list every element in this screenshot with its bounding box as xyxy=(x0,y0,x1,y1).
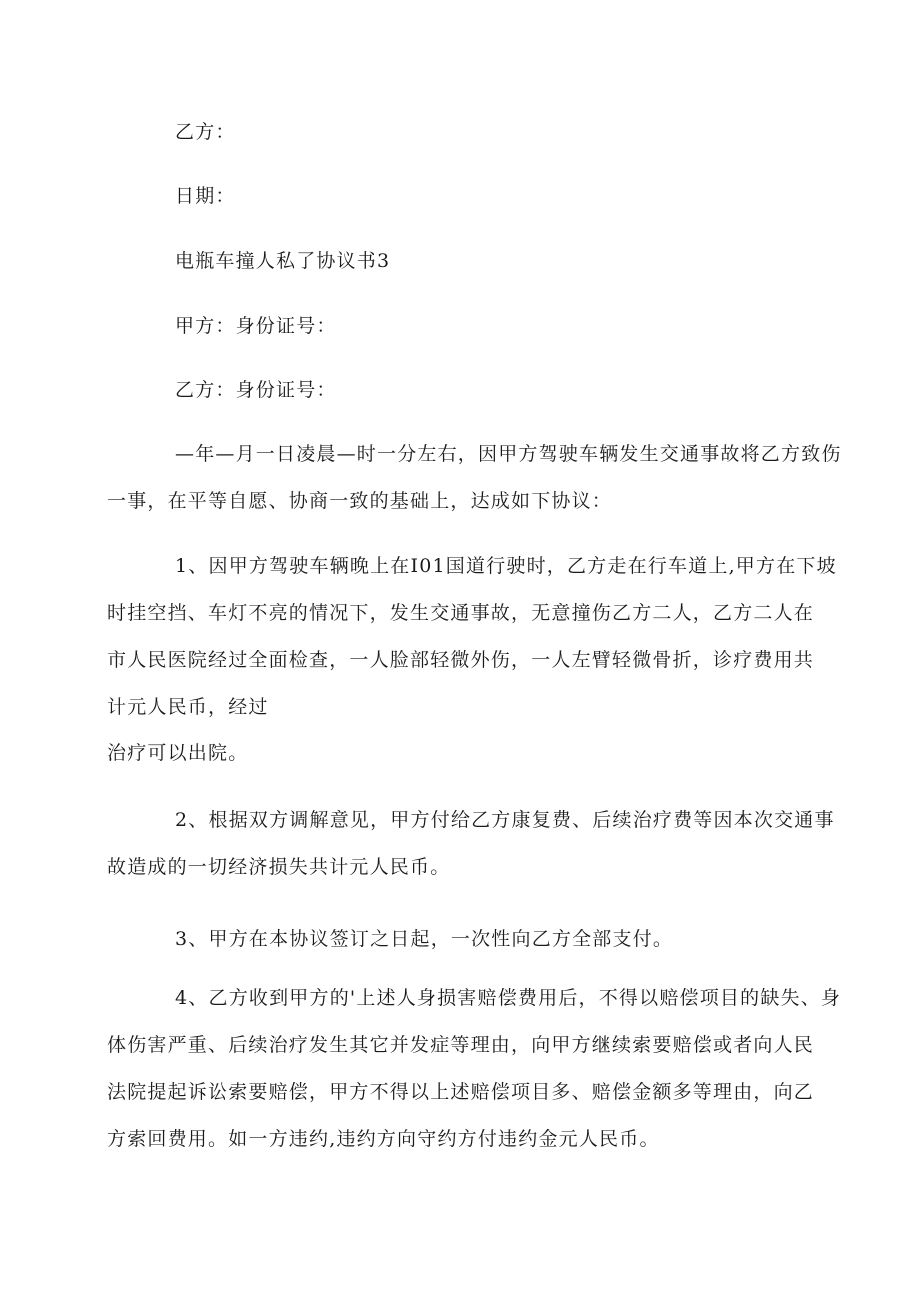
clause-1-line-3: 市人民医院经过全面检查，一人脸部轻微外伤，一人左臂轻微骨折，诊疗费用共 xyxy=(107,649,815,671)
date-label: 日期： xyxy=(175,185,236,207)
clause-3-line-1: 3、甲方在本协议签订之日起，一次性向乙方全部支付。 xyxy=(175,928,674,950)
party-a-id-label: 甲方：身份证号： xyxy=(175,315,337,337)
clause-2-line-1: 2、根据双方调解意见，甲方付给乙方康复费、后续治疗费等因本次交通事 xyxy=(175,809,835,831)
clause-1-line-2: 时挂空挡、车灯不亮的情况下，发生交通事故，无意撞伤乙方二人，乙方二人在 xyxy=(107,602,815,624)
clause-4-line-3: 法院提起诉讼索要赔偿，甲方不得以上述赔偿项目多、赔偿金额多等理由，向乙 xyxy=(107,1081,815,1103)
clause-4-line-4: 方索回费用。如一方违约,违约方向守约方付违约金元人民币。 xyxy=(107,1128,660,1150)
intro-line-2: 一事，在平等自愿、协商一致的基础上，达成如下协议： xyxy=(107,490,613,512)
clause-4-line-2: 体伤害严重、后续治疗发生其它并发症等理由，向甲方继续索要赔偿或者向人民 xyxy=(107,1034,815,1056)
clause-1-line-1: 1、因甲方驾驶车辆晚上在I01国道行驶时，乙方走在行车道上,甲方在下坡 xyxy=(175,555,837,577)
party-b-id-label: 乙方：身份证号： xyxy=(175,379,337,401)
clause-4-line-1: 4、乙方收到甲方的'上述人身损害赔偿费用后，不得以赔偿项目的缺失、身 xyxy=(175,987,842,1009)
party-b-label: 乙方： xyxy=(175,121,236,143)
intro-line-1: —年—月一日凌晨—时一分左右，因甲方驾驶车辆发生交通事故将乙方致伤 xyxy=(175,443,842,465)
clause-1-line-5: 治疗可以出院。 xyxy=(107,742,249,764)
clause-1-line-4: 计元人民币，经过 xyxy=(107,696,269,718)
document-title: 电瓶车撞人私了协议书3 xyxy=(175,250,391,272)
clause-2-line-2: 故造成的一切经济损失共计元人民币。 xyxy=(107,856,451,878)
